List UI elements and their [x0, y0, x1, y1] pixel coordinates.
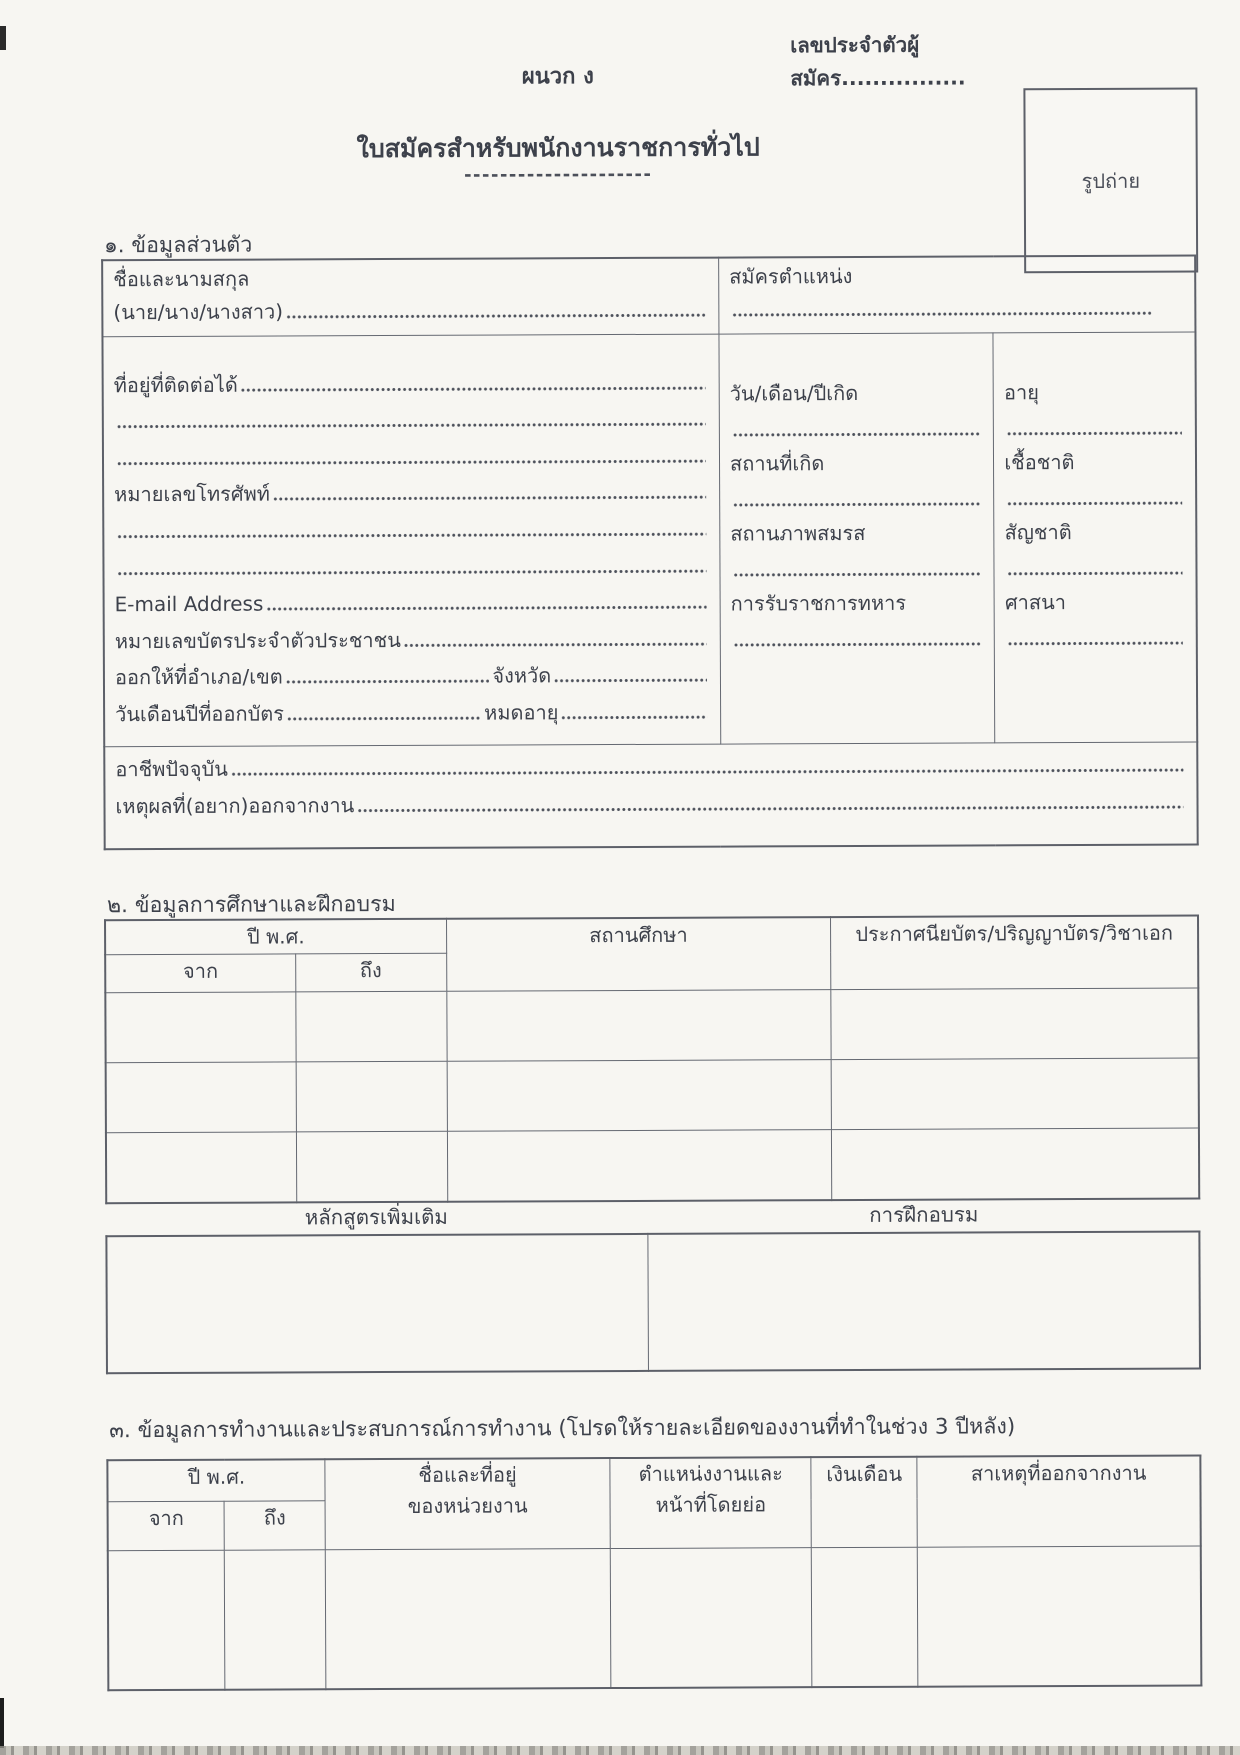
birth-status-cell: [719, 333, 995, 744]
work-empty-cell: [225, 1550, 326, 1690]
work-empty-cell: [611, 1548, 813, 1688]
education-to-header: ถึง: [295, 953, 446, 992]
address-field-line-2: [117, 422, 706, 430]
education-empty-row: [106, 1058, 1199, 1133]
education-empty-cell: [447, 1130, 832, 1202]
dob-group: [730, 373, 984, 444]
education-empty-row: [105, 988, 1198, 1063]
demographics-cell: [993, 332, 1197, 743]
address-field-line-3: [117, 458, 706, 466]
education-empty-cell: [106, 1132, 296, 1203]
education-empty-cell: [831, 988, 1199, 1060]
occupation-label: อาชีพปัจจุบัน: [115, 756, 228, 782]
occupation-field-line: [231, 768, 1184, 777]
work-experience-table: [106, 1454, 1202, 1691]
work-employer-header: [325, 1458, 611, 1550]
nationality-field-line: [1008, 571, 1183, 577]
work-employer-header-line2: ของหน่วยงาน: [407, 1493, 528, 1518]
marital-status-group: [730, 513, 984, 584]
email-field-line: [266, 605, 706, 612]
name-prefix-label: (นาย/นาง/นางสาว): [113, 299, 284, 325]
phone-field-line-2: [117, 532, 706, 540]
leave-reason-field-line: [357, 805, 1183, 814]
nationality-group: [1005, 513, 1186, 584]
course-training-box: [105, 1230, 1201, 1374]
dob-field-line: [733, 431, 980, 437]
military-service-label: การรับราชการทหาร: [730, 590, 907, 616]
occupation-row: [104, 742, 1197, 849]
work-position-header: [610, 1457, 812, 1548]
birthplace-group: [730, 443, 984, 514]
education-empty-cell: [447, 1060, 832, 1132]
dob-label: วัน/เดือน/ปีเกิด: [729, 380, 859, 406]
religion-label: ศาสนา: [1004, 590, 1067, 615]
section1-heading: ๑. ข้อมูลส่วนตัว: [104, 232, 253, 259]
birthplace-field-line: [733, 501, 980, 507]
scan-edge-artifact-top: [0, 26, 6, 50]
section2-heading: ๒. ข้อมูลการศึกษาและฝึกอบรม: [106, 891, 396, 919]
additional-course-label: หลักสูตรเพิ่มเติม: [304, 1204, 448, 1230]
phone-field-line-1: [273, 495, 706, 502]
leave-reason-label: เหตุผลที่(อยาก)ออกจากงาน: [115, 793, 355, 819]
appendix-label: ผนวก ง: [521, 64, 594, 90]
work-position-header-line2: หน้าที่โดยย่อ: [655, 1492, 767, 1517]
phone-label: หมายเลขโทรศัพท์: [114, 481, 271, 507]
id-card-label: หมายเลขบัตรประจำตัวประชาชน: [114, 627, 401, 653]
photo-box-label: รูปถ่าย: [1081, 168, 1141, 193]
issued-at-label: ออกให้ที่อำเภอ/เขต: [114, 664, 283, 690]
contact-details-cell: [102, 334, 720, 747]
nationality-label: สัญชาติ: [1004, 520, 1072, 545]
race-group: [1004, 443, 1185, 514]
title-divider: ---------------------: [464, 163, 653, 186]
expiry-field-line: [561, 715, 707, 721]
race-field-line: [1007, 501, 1182, 507]
work-empty-cell: [325, 1549, 611, 1690]
education-header-row-1: [105, 915, 1198, 954]
work-salary-header: เงินเดือน: [811, 1457, 917, 1548]
education-empty-cell: [831, 1058, 1199, 1130]
work-empty-cell: [812, 1547, 919, 1687]
work-leave-reason-header: สาเหตุที่ออกจากงาน: [917, 1455, 1201, 1547]
military-service-field-line: [734, 641, 981, 647]
course-training-row: [106, 1231, 1200, 1373]
form-title: ใบสมัครสำหรับพนักงานราชการทั่วไป: [356, 132, 760, 164]
issue-date-label: วันเดือนปีที่ออกบัตร: [115, 701, 285, 727]
work-from-header: จาก: [108, 1501, 225, 1551]
scan-edge-artifact-bottom: [0, 1698, 4, 1748]
education-empty-row: [106, 1128, 1199, 1203]
apply-position-label: สมัครตำแหน่ง: [729, 263, 853, 289]
work-empty-cell: [918, 1546, 1202, 1687]
education-empty-cell: [105, 992, 295, 1063]
education-institution-header: สถานศึกษา: [446, 917, 831, 991]
marital-status-field-line: [733, 571, 980, 577]
age-field-line: [1007, 431, 1182, 437]
issue-date-field-line: [287, 716, 481, 722]
work-employer-header-line1: ชื่อและที่อยู่: [418, 1462, 517, 1487]
training-cell: [647, 1231, 1200, 1370]
name-field-line: [286, 313, 705, 320]
age-group: [1004, 373, 1185, 444]
education-empty-cell: [106, 1062, 296, 1133]
education-from-header: จาก: [105, 954, 295, 993]
phone-field-line-3: [117, 568, 706, 576]
education-empty-cell: [832, 1128, 1200, 1200]
personal-name-row: [102, 255, 1195, 336]
address-field-line-1: [241, 385, 706, 392]
name-cell: [102, 258, 719, 337]
work-position-header-line1: ตำแหน่งงานและ: [638, 1461, 783, 1486]
name-label: ชื่อและนามสกุล: [113, 266, 250, 292]
work-to-header: ถึง: [224, 1501, 325, 1550]
education-empty-cell: [295, 991, 446, 1062]
education-certificate-header: ประกาศนียบัตร/ปริญญาบัตร/วิชาเอก: [831, 915, 1199, 989]
age-label: อายุ: [1003, 380, 1040, 405]
birthplace-label: สถานที่เกิด: [729, 451, 825, 476]
apply-position-field-line: [732, 311, 1151, 318]
province-label: จังหวัด: [492, 663, 552, 688]
occupation-cell: [104, 742, 1197, 849]
photo-box: [1023, 87, 1198, 273]
training-label: การฝึกอบรม: [869, 1202, 979, 1227]
id-card-field-line: [404, 641, 707, 647]
expiry-label: หมดอายุ: [484, 700, 559, 725]
section3-heading: ๓. ข้อมูลการทำงานและประสบการณ์การทำงาน (โปรดให้รายละเอียดของงานที่ทำในช่วง 3 ปีหลัง): [109, 1414, 1016, 1444]
race-label: เชื้อชาติ: [1004, 450, 1075, 475]
scan-edge-band: [0, 1746, 1240, 1755]
work-empty-cell: [108, 1550, 226, 1690]
work-header-row-1: [107, 1455, 1200, 1501]
work-empty-row: [108, 1546, 1202, 1690]
email-label: E-mail Address: [114, 591, 264, 617]
issued-at-field-line: [286, 679, 490, 685]
religion-group: [1005, 583, 1186, 654]
province-field-line: [554, 678, 707, 684]
address-label: ที่อยู่ที่ติดต่อได้: [113, 372, 238, 397]
personal-details-row: [102, 332, 1197, 747]
personal-info-table: [101, 254, 1199, 850]
apply-position-cell: [719, 255, 1196, 334]
applicant-number-label: เลขประจำตัวผู้สมัคร................: [790, 32, 966, 91]
work-year-header: ปี พ.ศ.: [107, 1459, 325, 1501]
education-empty-cell: [296, 1131, 447, 1202]
marital-status-label: สถานภาพสมรส: [730, 520, 866, 546]
education-table: [104, 914, 1200, 1204]
education-empty-cell: [296, 1061, 447, 1132]
education-year-header: ปี พ.ศ.: [105, 919, 446, 955]
education-empty-cell: [446, 990, 831, 1062]
additional-course-cell: [106, 1234, 648, 1373]
military-service-group: [731, 583, 985, 654]
religion-field-line: [1008, 641, 1183, 647]
